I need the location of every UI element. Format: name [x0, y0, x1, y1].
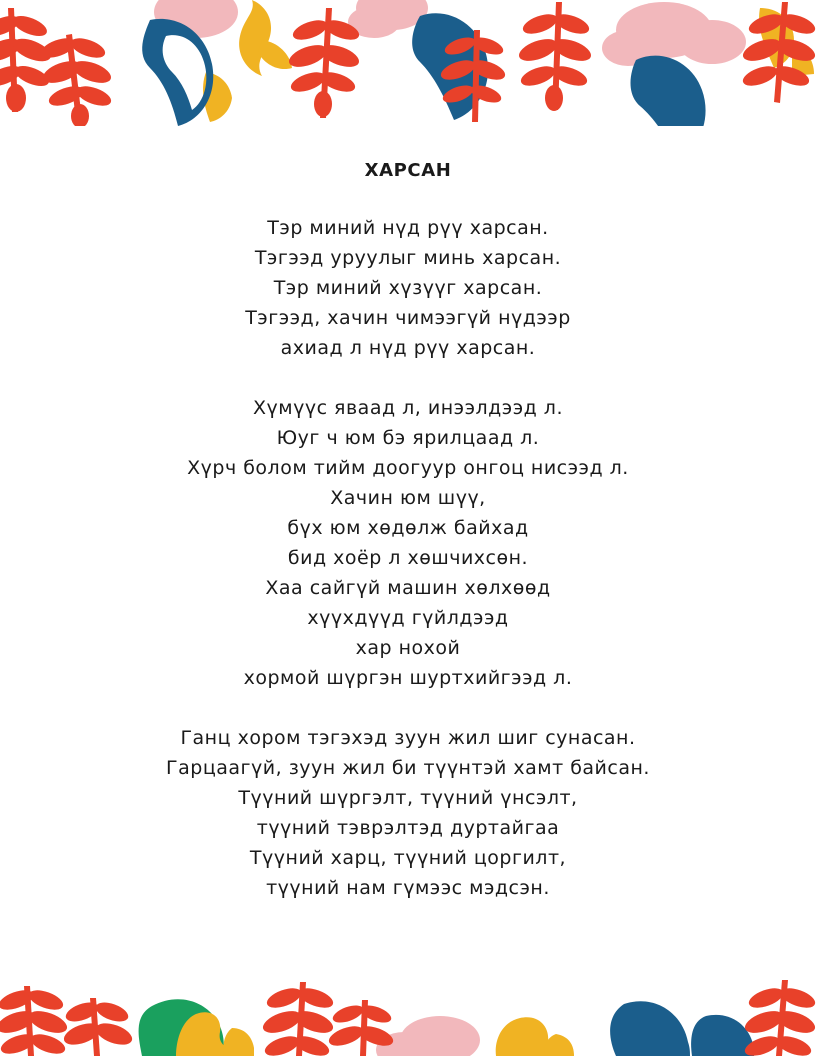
- stanza-separator: [60, 693, 756, 723]
- poem-line: Тэгээд, хачин чимээгүй нүдээр: [245, 307, 571, 329]
- poem-line: бүх юм хөдөлж байхад: [287, 517, 529, 539]
- poem-line: Хүрч болом тийм доогуур онгоц нисээд л.: [187, 457, 629, 479]
- poem-line: Хүмүүс яваад л, инээлдээд л.: [252, 397, 563, 419]
- stanza-separator: [60, 363, 756, 393]
- poem-line: бид хоёр л хөшчихсөн.: [287, 547, 529, 569]
- poem-line: Ганц хором тэгэхэд зуун жил шиг сунасан.: [180, 727, 636, 749]
- poem-body: [0, 130, 816, 970]
- poem-line: хормой шүргэн шуртхийгээд л.: [243, 667, 573, 689]
- poem-line: түүний нам гүмээс мэдсэн.: [266, 877, 550, 899]
- stanza-3: [60, 723, 756, 903]
- poem-line: Түүний шүргэлт, түүний үнсэлт,: [238, 787, 578, 809]
- poem-line: ахиад л нүд рүү харсан.: [280, 337, 536, 359]
- poem-line: Тэгээд уруулыг минь харсан.: [254, 247, 562, 269]
- autumn-leaves-border-bottom: [0, 970, 816, 1056]
- poem-line: Юуг ч юм бэ ярилцаад л.: [276, 427, 540, 449]
- poem-line: Хаа сайгүй машин хөлхөөд: [265, 577, 551, 599]
- autumn-leaves-border-top: [0, 0, 816, 130]
- poem-line: хүүхдүүд гүйлдээд: [307, 607, 509, 629]
- page-title: ХАРСАН: [364, 160, 452, 181]
- poem-line: Түүний харц, түүний цоргилт,: [249, 847, 567, 869]
- poem-line: түүний тэврэлтэд дуртайгаа: [256, 817, 560, 839]
- poem-line: Тэр миний нүд рүү харсан.: [267, 217, 549, 239]
- poem-line: Тэр миний хүзүүг харсан.: [273, 277, 543, 299]
- poem-line: хар нохой: [355, 637, 461, 659]
- stanza-2: [60, 393, 756, 693]
- poem-line: Хачин юм шүү,: [330, 487, 486, 509]
- poem-line: Гарцаагүй, зуун жил би түүнтэй хамт байсан.: [166, 757, 650, 779]
- stanza-1: [60, 213, 756, 363]
